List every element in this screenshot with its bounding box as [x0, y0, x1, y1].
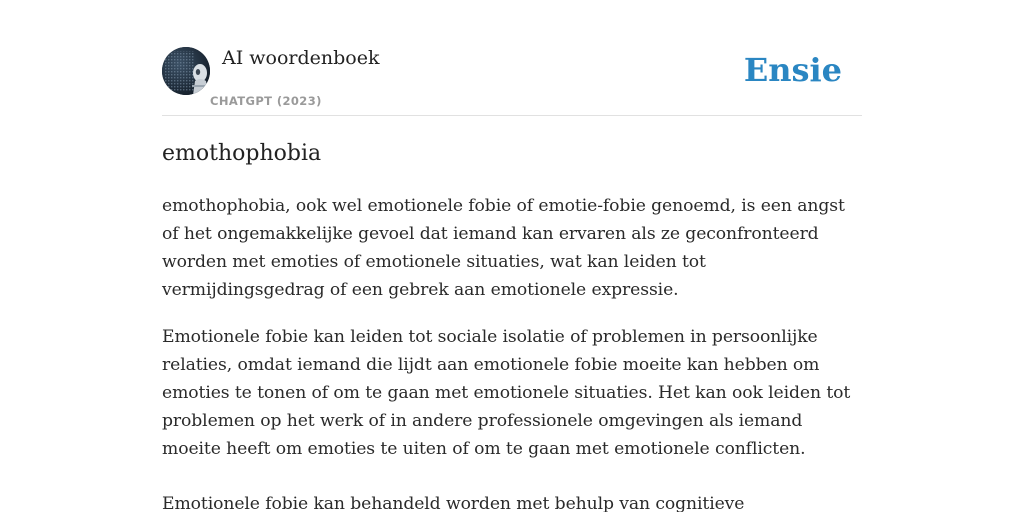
robot-avatar-icon[interactable]: [162, 47, 210, 95]
ensie-logo[interactable]: Ensie: [743, 51, 842, 89]
definition-paragraph: emothophobia, ook wel emotionele fobie of emotie-fobie genoemd, is een angst of het ongemakkelijke gevoel dat iemand kan ervaren als ze geconfronteerd worden met emoties of emotionele situaties, wat kan leiden tot vermijdingsgedrag of een gebrek aan emotionele expressie.: [162, 196, 845, 300]
definition-paragraph: Emotionele fobie kan behandeld worden met behulp van cognitieve: [162, 494, 745, 512]
entry-header: [162, 46, 862, 116]
entry-term: emothophobia: [162, 141, 322, 166]
header-divider: [162, 115, 862, 116]
definition-paragraph: Emotionele fobie kan leiden tot sociale isolatie of problemen in persoonlijke relaties, omdat iemand die lijdt aan emotionele fobie moeite kan hebben om emoties te tonen of om te gaan met emotionele situaties. Het kan ook leiden tot problemen op het werk of in andere professionele omgevingen als iemand moeite heeft om emoties te uiten of om te gaan met emotionele conflicten.: [162, 327, 851, 459]
source-meta: CHATGPT (2023): [210, 94, 322, 108]
source-title[interactable]: AI woordenboek: [222, 47, 380, 69]
entry-content: [162, 136, 862, 512]
